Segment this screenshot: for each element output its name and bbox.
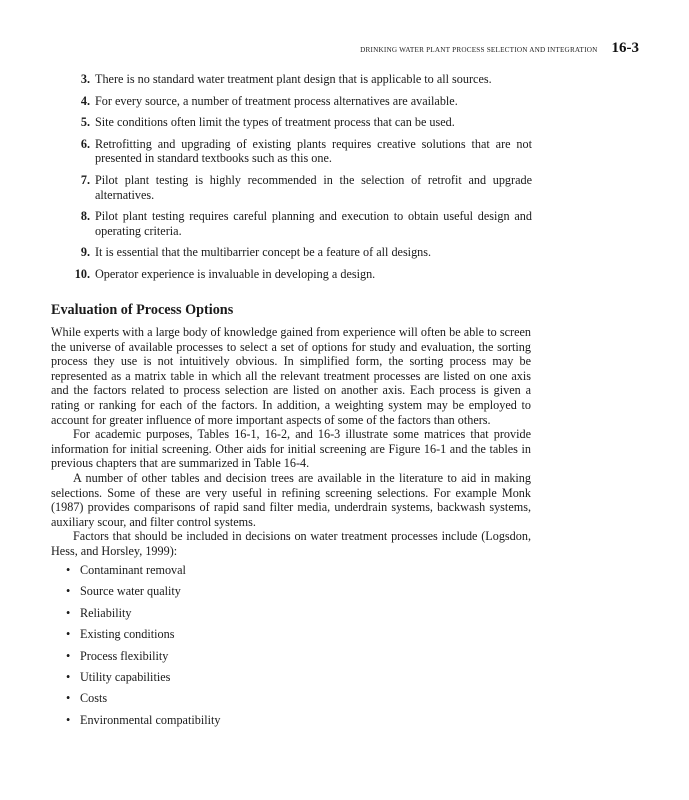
bullet-icon: •	[66, 691, 71, 706]
item-number: 6.	[80, 136, 90, 151]
bullet-icon: •	[66, 584, 71, 599]
item-text: Utility capabilities	[80, 669, 171, 684]
list-item	[70, 137, 532, 166]
bullet-icon: •	[66, 669, 71, 684]
item-text: Source water quality	[80, 584, 181, 599]
item-number: 10.	[74, 266, 90, 281]
list-item	[70, 267, 532, 282]
section-heading: Evaluation of Process Options	[51, 302, 234, 318]
list-item	[66, 690, 220, 711]
page-number: 16-3	[611, 40, 639, 56]
item-text: Environmental compatibility	[80, 712, 221, 727]
bullet-icon: •	[66, 712, 71, 727]
paragraph: A number of other tables and decision trees are available in the literature to aid in making selections. Some of these are very useful in refining screening selections. For example Monk (1987) provides comparisons of rapid sand filter media, underdrain systems, backwash systems, auxiliary scour, and filter control systems.	[51, 470, 531, 529]
item-text: There is no standard water treatment plant design that is applicable to all sources.	[95, 72, 492, 86]
list-item	[66, 583, 220, 604]
item-text: Reliability	[80, 605, 132, 620]
item-text: Existing conditions	[80, 627, 175, 642]
item-text: For every source, a number of treatment process alternatives are available.	[95, 93, 458, 108]
item-number: 9.	[80, 245, 90, 260]
list-item	[66, 562, 220, 583]
item-text: Site conditions often limit the types of treatment process that can be used.	[95, 115, 455, 130]
bullet-icon: •	[66, 627, 71, 642]
paragraph: Factors that should be included in decisions on water treatment processes include (Logsdon, Hess, and Horsley, 1999):	[51, 529, 531, 558]
list-item	[70, 94, 532, 109]
list-item	[66, 648, 220, 669]
item-text: Pilot plant testing requires careful planning and execution to obtain useful design and operating criteria.	[95, 209, 532, 238]
page-header	[360, 40, 639, 57]
list-item	[66, 626, 220, 647]
list-item	[70, 115, 532, 130]
item-text: Operator experience is invaluable in developing a design.	[95, 266, 376, 281]
evaluation-section	[51, 302, 531, 559]
item-number: 5.	[80, 115, 90, 130]
bullet-icon: •	[66, 605, 71, 620]
item-text: Contaminant removal	[80, 563, 186, 577]
numbered-list	[70, 72, 532, 282]
bullet-icon: •	[66, 563, 71, 577]
item-number: 4.	[80, 93, 90, 108]
item-text: Process flexibility	[80, 648, 169, 663]
item-number: 3.	[80, 72, 90, 86]
list-item	[70, 173, 532, 202]
item-text: It is essential that the multibarrier concept be a feature of all designs.	[95, 245, 432, 260]
running-title: DRINKING WATER PLANT PROCESS SELECTION AND INTEGRATION	[360, 46, 598, 54]
bullet-icon: •	[66, 648, 71, 663]
item-text: Retrofitting and upgrading of existing plants requires creative solutions that are not presented in standard textbooks such as this one.	[95, 136, 532, 166]
factor-list	[66, 562, 220, 733]
item-number: 8.	[80, 209, 90, 224]
list-item	[66, 712, 220, 733]
list-item	[66, 605, 220, 626]
list-item	[66, 669, 220, 690]
list-item	[70, 209, 532, 238]
list-item	[70, 72, 532, 87]
list-item	[70, 245, 532, 260]
item-text: Costs	[80, 691, 108, 706]
item-number: 7.	[80, 172, 90, 187]
paragraph: While experts with a large body of knowledge gained from experience will often be able to screen the universe of available processes to select a set of options for study and evaluation, the sorting process they use is not intuitively obvious. In simplified form, the sorting process may be represented as a matrix table in which all the relevant treatment processes are listed on one axis and the factors related to process selection are listed on another axis. Each process is given a rating or ranking for each of the factors. In addition, a weighting system may be employed to account for greater influence of more important aspects of some of the factors than others.	[51, 325, 531, 427]
paragraph: For academic purposes, Tables 16-1, 16-2, and 16-3 illustrate some matrices that provide information for initial screening. Other aids for initial screening are Figure 16-1 and the tables in previous chapters that are summarized in Table 16-4.	[51, 427, 531, 471]
item-text: Pilot plant testing is highly recommended in the selection of retrofit and upgrade alternatives.	[95, 172, 532, 202]
